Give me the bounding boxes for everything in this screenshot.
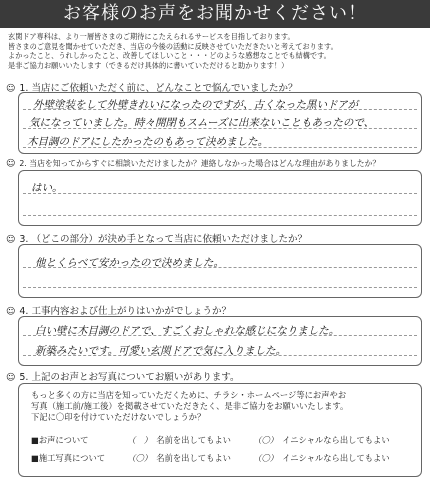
page-banner: お客様のお声をお聞かせください！ — [0, 0, 430, 28]
answer-text: はい。 — [31, 182, 63, 194]
answer-text: 木目調のドアにしたかったのもあって決めました。 — [27, 136, 269, 148]
answer-box-3 — [18, 244, 422, 298]
answer-text: 白い壁に木目調のドアで、すごくおしゃれな感じになりました。 — [35, 325, 340, 337]
answer-text: 他とくらべて安かったので決めました。 — [35, 257, 224, 269]
intro-line: 皆さまのご意見を聞かせていただき、当店の今後の活動に反映させていただきたいと考えております。 — [8, 41, 338, 51]
face-icon: ☺ — [6, 235, 16, 245]
face-icon: ☺ — [6, 84, 16, 94]
face-icon: ☺ — [6, 307, 16, 317]
question-5-label: ☺ 5. 上記のお声とお写真についてお願いがあります。 — [6, 372, 240, 383]
intro-line: よかったこと、うれしかったこと、改善してほしいこと・・・どのような感想なことでも結構です。 — [8, 51, 331, 61]
face-icon: ☺ — [6, 159, 16, 169]
consent-option: イニシャルなら出してもよい — [282, 453, 390, 463]
intro-line: 是非ご協力お願いいたします（できるだけ具体的に書いていただけると助かります！） — [8, 60, 289, 70]
intro-line: 玄関ドア専科は、より一層皆さまのご期待にこたえられるサービスを目指しております。 — [8, 32, 295, 41]
consent-row-photo — [31, 452, 390, 464]
consent-option: イニシャルなら出してもよい — [282, 435, 390, 445]
consent-row-label: ■施工写真について — [31, 453, 106, 463]
consent-check[interactable]: （〇） — [127, 453, 153, 463]
consent-row-label: ■お声について — [31, 435, 89, 445]
answer-box-2 — [18, 170, 422, 226]
answer-box-4 — [18, 316, 422, 366]
question-1-label: ☺ 1. 当店にご依頼いただく前に、どんなことで悩んでいましたか？ — [6, 83, 298, 94]
consent-check[interactable]: （〇） — [253, 453, 279, 463]
answer-text: 気になっていました。時々開閉もスムーズに出来ないこともあったので、 — [29, 117, 375, 129]
consent-lead: もっと多くの方に当店を知っていただくために、チラシ・ホームページ等にお声やお 写真（施工前/施工後）を掲載させていただきたく、是非ご協力をお願いいたします。 下記に〇印を付けていただけないでしょうか？ — [31, 390, 349, 422]
consent-option: 名前を出してもよい — [156, 453, 231, 463]
question-2-label: ☺ 2. 当店を知ってからすぐに相談いただけましたか？連絡しなかった場合はどんな理由がありましたか？ — [6, 159, 381, 169]
consent-box — [18, 383, 422, 477]
question-4-label: ☺ 4. 工事内容および仕上がりはいかがでしょうか？ — [6, 306, 231, 317]
face-icon: ☺ — [6, 373, 16, 383]
consent-check[interactable]: （〇） — [253, 435, 279, 445]
answer-text: 外壁塗装をして外壁きれいになったのですが、古くなった黒いドアが — [33, 99, 359, 111]
question-3-label: ☺ 3. （どこの部分）が決め手となって当店に依頼いただけましたか？ — [6, 234, 307, 245]
answer-text: 新築みたいです。可愛い玄関ドアで気に入りました。 — [35, 345, 287, 357]
consent-check[interactable]: （ ） — [127, 435, 153, 445]
consent-option: 名前を出してもよい — [156, 435, 231, 445]
answer-box-1 — [18, 92, 422, 154]
consent-row-voice — [31, 434, 390, 446]
intro-text — [8, 32, 424, 70]
